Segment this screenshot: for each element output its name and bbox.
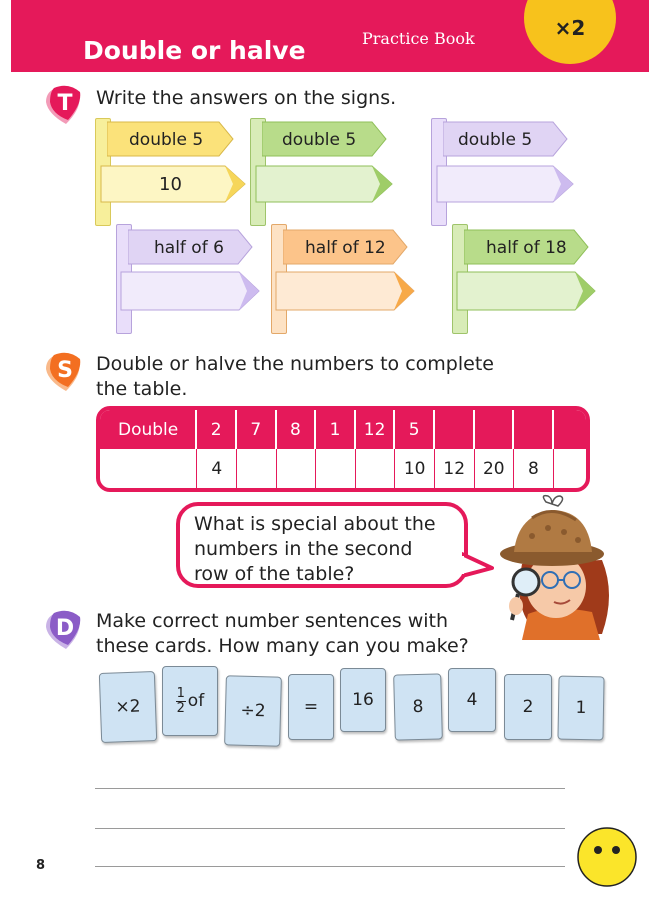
section-s-badge	[44, 351, 82, 389]
signpost-4-label: half of 6	[154, 238, 224, 258]
table-cell[interactable]	[356, 449, 396, 488]
table-cell: 12	[356, 410, 396, 449]
table-cell: 2	[197, 410, 237, 449]
table-cell[interactable]	[514, 410, 554, 449]
section-d-instruction-line1: Make correct number sentences with	[96, 610, 449, 632]
section-s-letter: S	[57, 358, 73, 383]
section-t-badge	[44, 84, 82, 122]
speech-bubble	[176, 502, 468, 588]
table-cell[interactable]	[475, 410, 515, 449]
table-cell	[554, 449, 586, 488]
table-cell[interactable]	[316, 449, 356, 488]
card-half-of[interactable]	[162, 666, 218, 736]
signpost-4-answer	[123, 272, 235, 310]
table-cell: 8	[277, 410, 317, 449]
bubble-line-3: row of the table?	[194, 563, 355, 585]
table-cell: 4	[197, 449, 237, 488]
table-cell: 7	[237, 410, 277, 449]
signpost-5-label: half of 12	[305, 238, 386, 258]
fraction-numerator: 1	[176, 685, 185, 701]
table-cell: 10	[395, 449, 435, 488]
page-title: Double or halve	[83, 36, 306, 65]
signpost-6-answer	[459, 272, 571, 310]
double-halve-table	[96, 406, 590, 492]
signpost-3-answer	[439, 166, 549, 202]
section-d-letter: D	[55, 616, 75, 641]
page-number: 8	[36, 858, 46, 873]
section-t-letter: T	[57, 91, 73, 116]
signpost-6-label: half of 18	[486, 238, 567, 258]
half-fraction	[176, 687, 186, 716]
answer-line-2[interactable]	[95, 828, 565, 829]
signpost-5-answer	[278, 272, 390, 310]
table-cell[interactable]	[237, 449, 277, 488]
signpost-3-label: double 5	[458, 130, 533, 150]
card-times-two[interactable]: ×2	[99, 671, 157, 743]
speech-bubble-tail	[462, 552, 494, 580]
signpost-1-label: double 5	[129, 130, 204, 150]
table-cell: 12	[435, 449, 475, 488]
signpost-1-answer: 10	[159, 173, 182, 195]
card-two[interactable]: 2	[504, 674, 552, 740]
fraction-denominator: 2	[176, 700, 185, 716]
detective-character-icon	[492, 494, 616, 640]
table-row-header	[100, 449, 197, 488]
section-d-badge	[44, 609, 82, 647]
card-divide-two[interactable]: ÷2	[224, 675, 282, 746]
table-cell: 8	[514, 449, 554, 488]
signpost-2-label: double 5	[282, 130, 357, 150]
smiley-face-icon	[576, 826, 638, 888]
table-cell: 20	[475, 449, 515, 488]
table-row-header: Double	[100, 410, 197, 449]
answer-line-3[interactable]	[95, 866, 565, 867]
bubble-line-2: numbers in the second	[194, 538, 413, 560]
table-row-double	[100, 410, 586, 449]
card-four[interactable]: 4	[448, 668, 496, 732]
practice-book-label: Practice Book	[362, 29, 475, 48]
table-cell: 1	[316, 410, 356, 449]
section-s-instruction-line1: Double or halve the numbers to complete	[96, 353, 494, 375]
table-cell[interactable]	[277, 449, 317, 488]
section-d-instruction-line2: these cards. How many can you make?	[96, 635, 469, 657]
table-cell	[554, 410, 586, 449]
answer-line-1[interactable]	[95, 788, 565, 789]
signpost-2-answer	[258, 166, 368, 202]
table-row-answers	[100, 449, 586, 488]
bubble-line-1: What is special about the	[194, 513, 436, 535]
card-eight[interactable]: 8	[393, 673, 443, 740]
table-cell: 5	[395, 410, 435, 449]
card-of-label: of	[187, 691, 205, 711]
card-equals[interactable]: =	[288, 674, 334, 740]
times-two-badge: ×2	[524, 0, 616, 64]
card-one[interactable]: 1	[557, 676, 604, 741]
table-cell[interactable]	[435, 410, 475, 449]
section-t-instruction: Write the answers on the signs.	[96, 87, 397, 109]
card-sixteen[interactable]: 16	[340, 668, 386, 732]
section-s-instruction-line2: the table.	[96, 378, 188, 400]
